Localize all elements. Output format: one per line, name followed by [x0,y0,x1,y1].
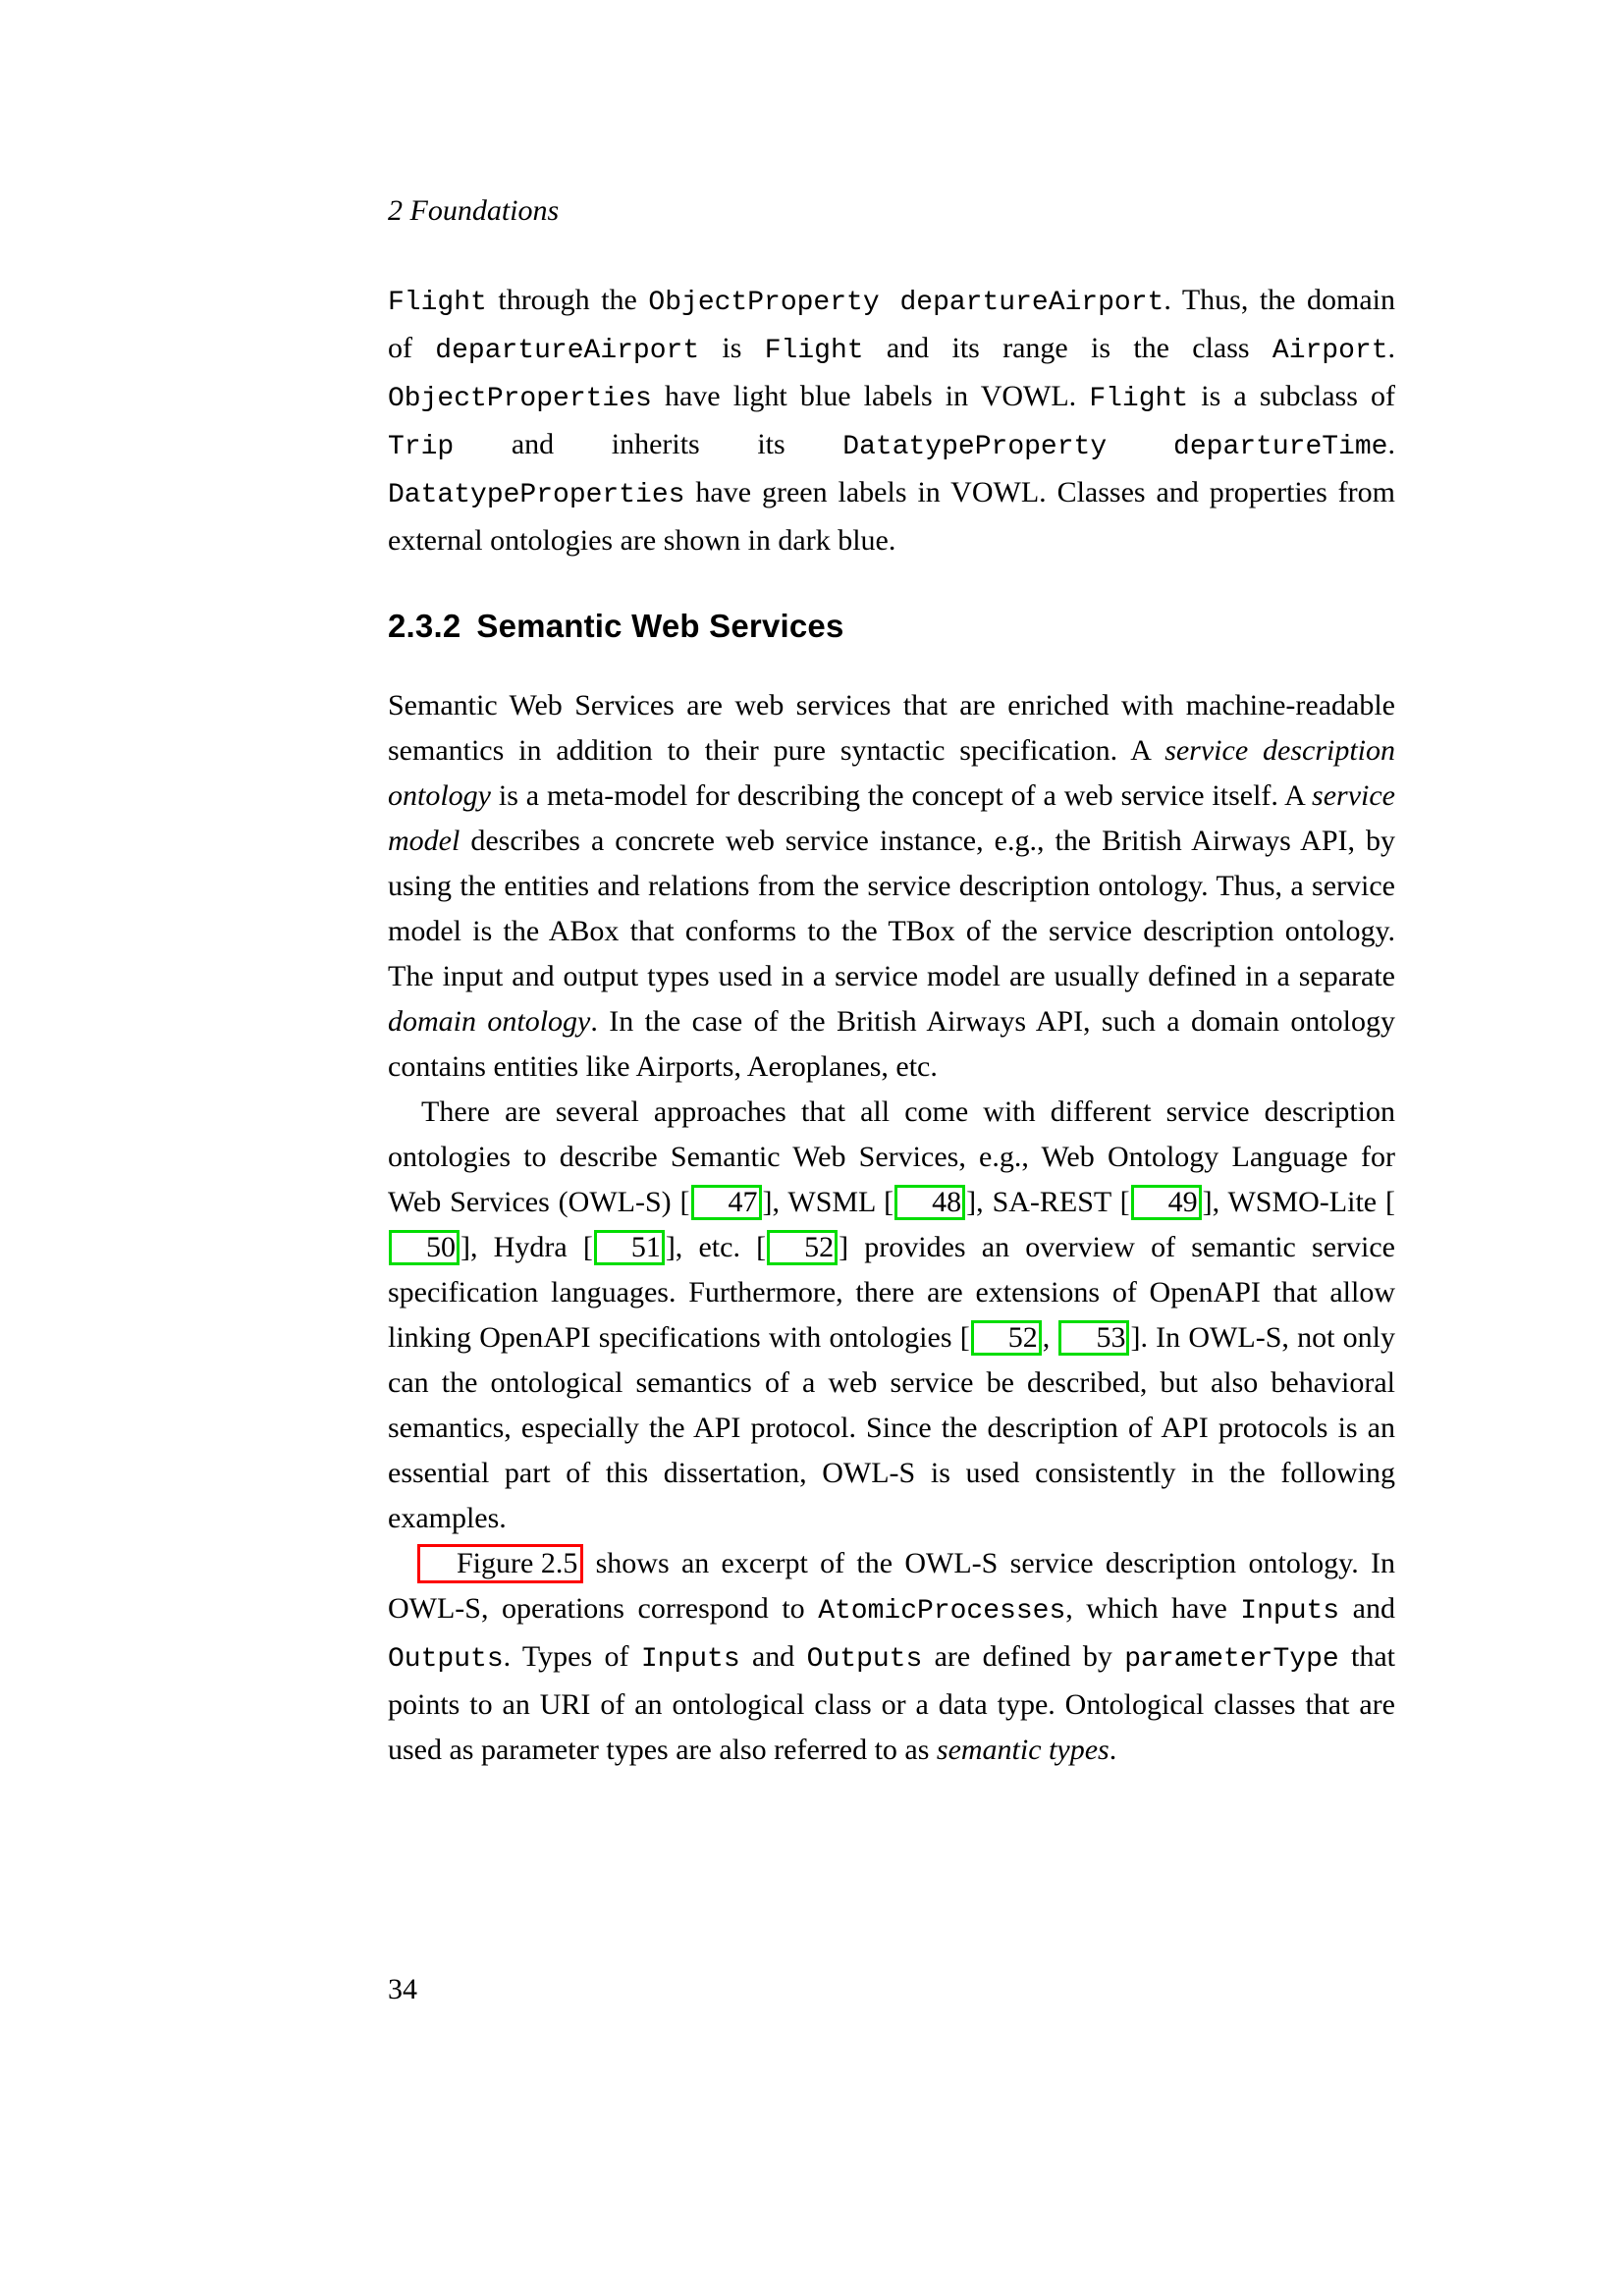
code-term: Airport [1272,336,1388,366]
text-run: . Types of [503,1640,641,1673]
text-run: ], WSML [ [762,1186,894,1218]
citation-link[interactable]: 52 [767,1230,838,1265]
text-run: , [1042,1321,1058,1354]
text-run: is a meta-model for describing the concept of a web service itself. A [491,779,1313,812]
text-run: have light blue labels in VOWL. [651,380,1090,412]
code-term: Flight [764,336,864,366]
section-heading [388,607,1395,646]
text-run: and [1339,1592,1395,1625]
citation-link[interactable]: 47 [691,1185,762,1220]
section-number: 2.3.2 [388,608,461,644]
text-run: is [699,332,765,364]
text-run: shows an excerpt of the OWL-S service description ontology. In OWL-S, operations correspond to [388,1547,1395,1625]
page-number: 34 [388,1973,417,2005]
code-term: Outputs [806,1644,923,1675]
text-run: ]. In OWL-S, not only can the ontological semantics of a web service be described, but also behavioral semantics, especially the API protocol. Since the description of API protocols is an essential part of this dissertation, OWL-S is used consistently in the following examples. [388,1321,1396,1534]
emphasis-term: semantic types [936,1734,1110,1766]
text-run: There are several approaches that all come with different service description ontologies to describe Semantic Web Services, e.g., Web Ontology Language for Web Services (OWL-S) [ [388,1095,1395,1218]
text-run: describes a concrete web service instance, e.g., the British Airways API, by using the entities and relations from the service description ontology. Thus, a service model is the ABox that conforms to the TBox of the service description ontology. The input and output types used in a service model are usually defined in a separate [388,825,1395,992]
citation-link[interactable]: 48 [894,1185,965,1220]
emphasis-term: service model [388,779,1395,857]
section-title: Semantic Web Services [476,608,844,644]
paragraph-approaches-citations [388,1090,1395,1541]
text-run: is a subclass of [1188,380,1396,412]
text-run: ], WSMO-Lite [ [1202,1186,1395,1218]
emphasis-term: service description ontology [388,734,1395,812]
text-run: are defined by [922,1640,1125,1673]
code-term: Flight [388,288,487,318]
running-header: 2 Foundations [388,194,560,227]
code-term: DatatypeProperty departureTime [842,432,1388,462]
code-term: AtomicProcesses [818,1596,1066,1627]
emphasis-term: domain ontology [388,1005,591,1038]
text-run: Semantic Web Services are web services that are enriched with machine-readable semantics in addition to their pure syntactic specification. A [388,689,1395,767]
code-term: Trip [388,432,455,462]
text-run: ] provides an overview of semantic service specification languages. Furthermore, there are extensions of OpenAPI that allow linking OpenAPI specifications with ontologies [ [388,1231,1395,1354]
citation-link[interactable]: 52 [971,1320,1042,1356]
text-run: and its range is the class [863,332,1272,364]
text-run: . [1387,332,1396,364]
figure-reference-link[interactable]: Figure 2.5 [417,1544,583,1583]
text-run: . In the case of the British Airways API, such a domain ontology contains entities like Airports, Aeroplanes, etc. [388,1005,1395,1083]
code-term: Inputs [1240,1596,1340,1627]
text-run: , which have [1065,1592,1241,1625]
text-run: . [1109,1734,1117,1766]
text-run: and inherits its [454,428,843,460]
paragraph-owls-figure [388,1541,1395,1773]
citation-link[interactable]: 53 [1058,1320,1129,1356]
citation-link[interactable]: 50 [389,1230,460,1265]
code-term: ObjectProperty departureAirport [648,288,1164,318]
text-run: ], Hydra [ [460,1231,593,1263]
text-run: . [1387,428,1395,460]
code-term: ObjectProperties [388,384,652,414]
text-run: and [739,1640,807,1673]
text-run: ], etc. [ [665,1231,767,1263]
paragraph-vowl-labels [388,278,1395,563]
code-term: departureAirport [435,336,700,366]
paragraph-semantic-web-services [388,683,1395,1090]
text-run: through the [486,284,649,316]
code-term: parameterType [1124,1644,1339,1675]
code-term: Flight [1089,384,1189,414]
code-term: Outputs [388,1644,504,1675]
text-run: ], SA-REST [ [966,1186,1130,1218]
code-term: Inputs [640,1644,740,1675]
text-run: that points to an URI of an ontological class or a data type. Ontological classes that are used as parameter types are also referred to as [388,1640,1395,1766]
citation-link[interactable]: 49 [1131,1185,1202,1220]
text-run: have green labels in VOWL. Classes and properties from external ontologies are shown in dark blue. [388,476,1395,557]
citation-link[interactable]: 51 [594,1230,665,1265]
text-run: . Thus, the domain of [388,284,1396,364]
code-term: DatatypeProperties [388,480,685,510]
